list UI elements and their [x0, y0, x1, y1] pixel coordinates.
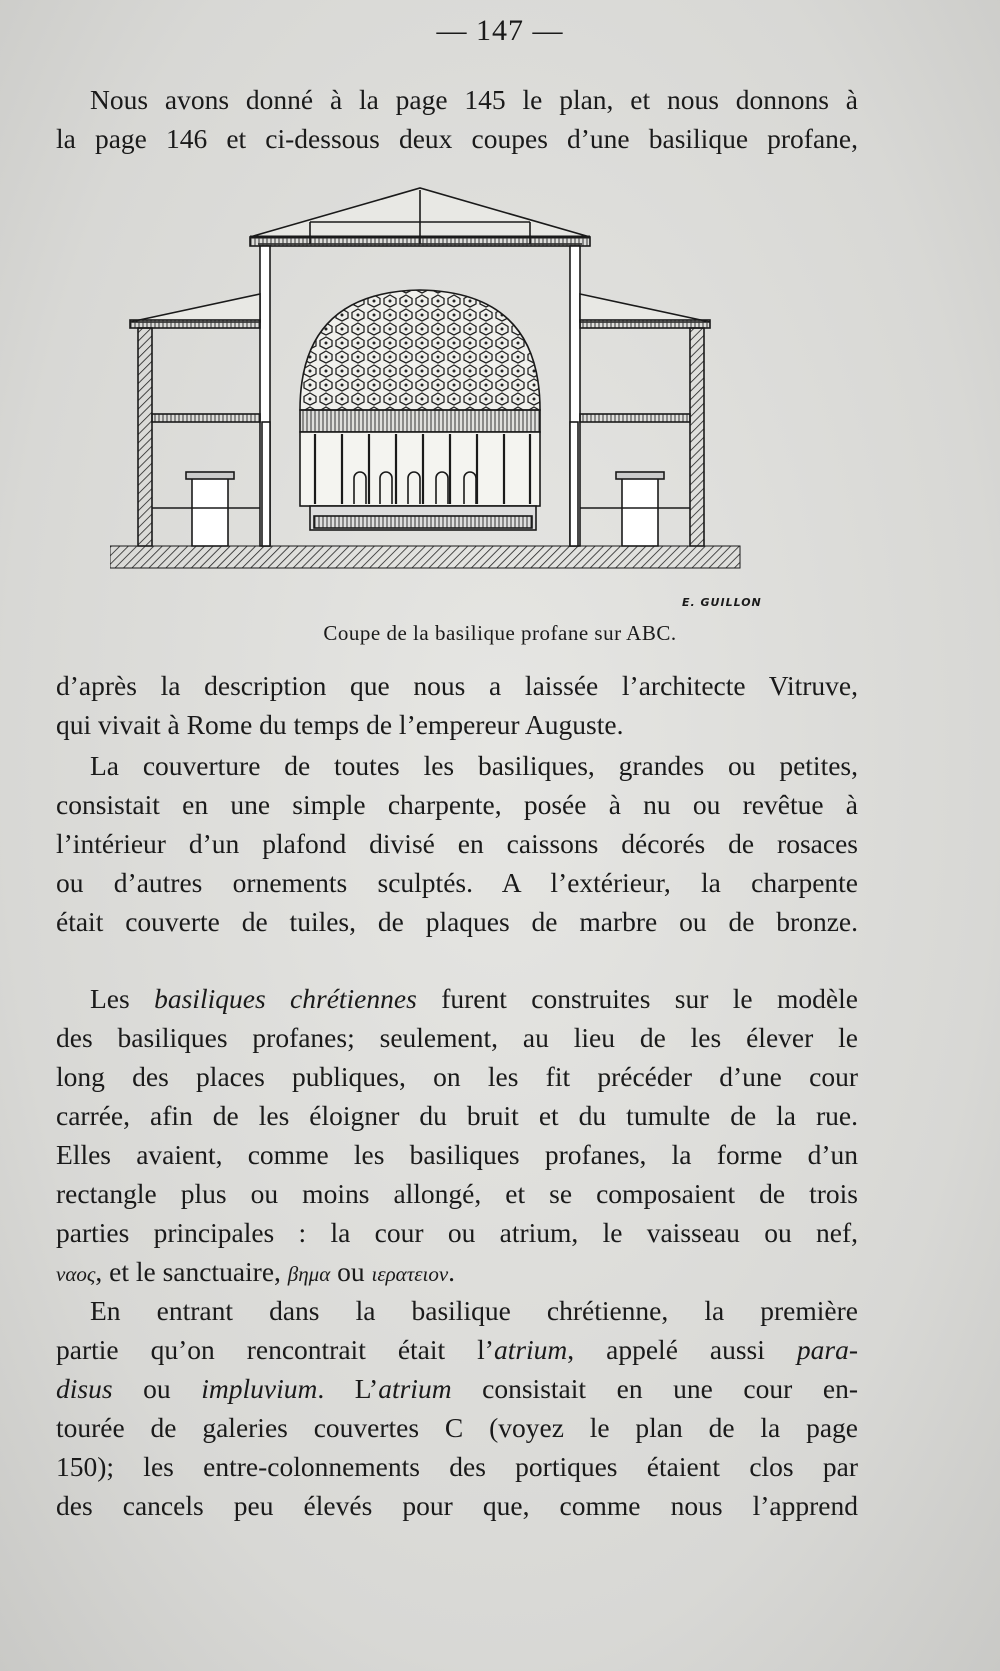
text-line: était couverte de tuiles, de plaques de marbre ou de bronze.	[56, 906, 858, 937]
figure-caption: Coupe de la basilique profane sur ABC.	[323, 621, 677, 645]
text-line: ou d’autres ornements sculptés. A l’extérieur, la charpente	[56, 867, 858, 898]
text-line: long des places publiques, on les fit précéder d’une cour	[56, 1061, 858, 1092]
page-number: — 147 —	[436, 14, 564, 47]
text-line: Nous avons donné à la page 145 le plan, et nous donnons à	[90, 84, 858, 115]
text-run: Les	[90, 983, 155, 1014]
text-line: La couverture de toutes les basiliques, grandes ou petites,	[90, 750, 858, 781]
text-line: rectangle plus ou moins allongé, et se composaient de trois	[56, 1178, 858, 1209]
paragraph-2	[56, 746, 858, 941]
text-line: tourée de galeries couvertes C (voyez le plan de la page	[56, 1412, 858, 1443]
emphasis-text: disus	[56, 1373, 113, 1404]
text-run: furent construites sur le modèle	[416, 983, 858, 1014]
paragraph-3	[56, 979, 858, 1294]
text-run: ou	[330, 1256, 372, 1287]
text-line: d’après la description que nous a laissée l’architecte Vitruve,	[56, 670, 858, 701]
text-line	[56, 1330, 858, 1369]
text-line	[56, 1369, 858, 1408]
text-line: carrée, afin de les éloigner du bruit et du tumulte de la rue.	[56, 1100, 858, 1131]
text-run: consistait en une cour en-	[451, 1373, 858, 1404]
paragraph-1	[56, 666, 858, 744]
text-run: , appelé aussi	[567, 1334, 797, 1365]
text-run: , et le sanctuaire,	[95, 1256, 288, 1287]
greek-word: ναος	[56, 1262, 96, 1286]
intro-paragraph	[56, 80, 858, 158]
text-line: parties principales : la cour ou atrium, le vaisseau ou nef,	[56, 1217, 858, 1248]
text-line: qui vivait à Rome du temps de l’empereur Auguste.	[56, 709, 624, 740]
text-run: .	[448, 1256, 456, 1287]
engraver-signature: E. GUILLON	[682, 596, 762, 609]
basilica-section-illustration	[110, 182, 794, 614]
text-line: consistait en une simple charpente, posée à nu ou revêtue à	[56, 789, 858, 820]
text-line	[56, 1252, 858, 1294]
text-run: ou	[112, 1373, 202, 1404]
text-run: partie qu’on rencontrait était l’	[56, 1334, 494, 1365]
text-line: des cancels peu élevés pour que, comme nous l’apprend	[56, 1490, 858, 1521]
text-line: la page 146 et ci-dessous deux coupes d’une basilique profane,	[56, 123, 858, 154]
text-line: 150); les entre-colonnements des portiques étaient clos par	[56, 1451, 858, 1482]
text-line	[56, 979, 858, 1018]
text-run: . L’	[317, 1373, 379, 1404]
emphasis-text: impluvium	[201, 1373, 318, 1404]
greek-word: βημα	[287, 1262, 331, 1286]
paragraph-4	[56, 1291, 858, 1525]
emphasis-text: atrium	[378, 1373, 452, 1404]
emphasis-text: para-	[796, 1334, 858, 1365]
text-line: des basiliques profanes; seulement, au lieu de les élever le	[56, 1022, 858, 1053]
greek-word: ιερατειον	[371, 1262, 449, 1286]
emphasis-text: atrium	[493, 1334, 568, 1365]
text-line: l’intérieur d’un plafond divisé en caissons décorés de rosaces	[56, 828, 858, 859]
text-line: Elles avaient, comme les basiliques profanes, la forme d’un	[56, 1139, 858, 1170]
text-line: En entrant dans la basilique chrétienne, la première	[90, 1295, 858, 1326]
emphasis-text: basiliques chrétiennes	[154, 983, 417, 1014]
